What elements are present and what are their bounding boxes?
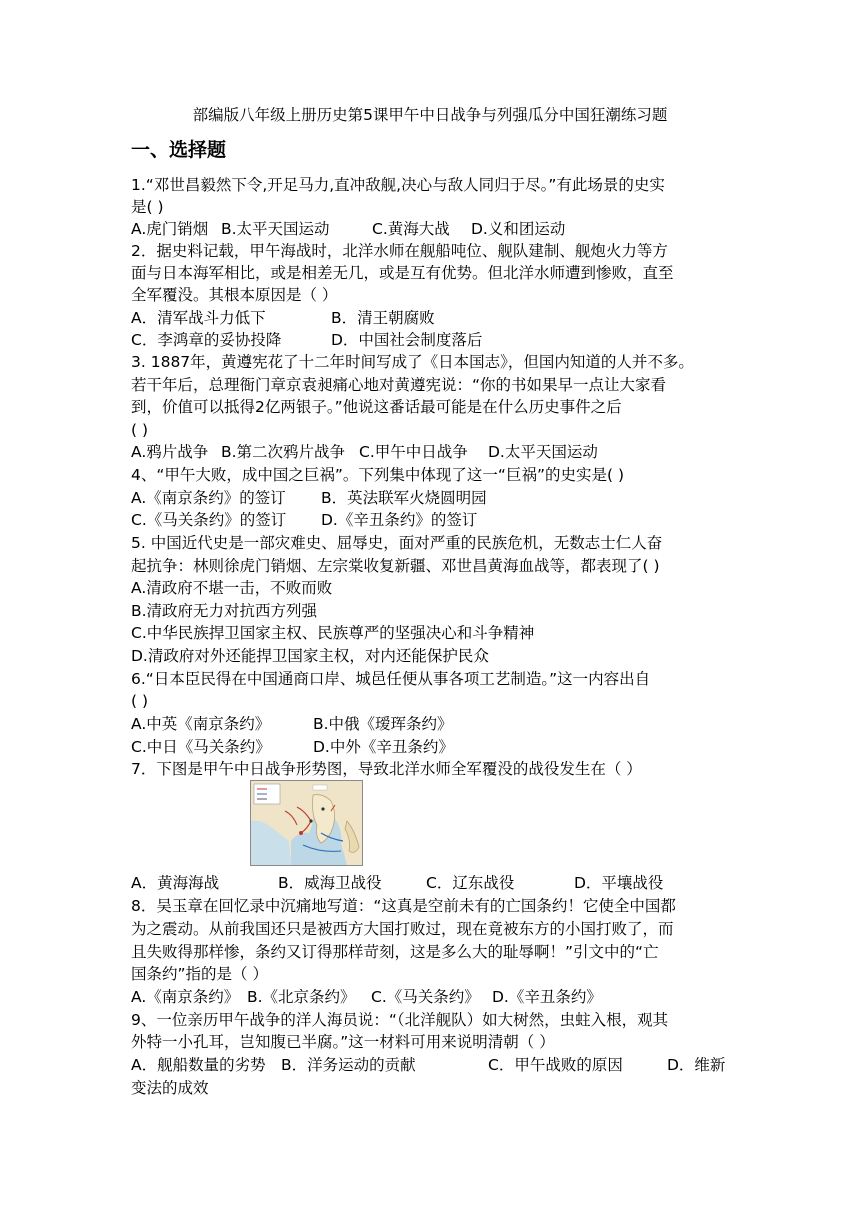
question-6-option-a: A.中英《南京条约》 [131, 715, 271, 733]
question-3-stem-line-4: ( ) [131, 421, 149, 439]
question-4-stem-line-1: 4、“甲午大败，成中国之巨祸”。下列集中体现了这一“巨祸”的史实是( ) [131, 466, 625, 484]
question-2-stem-line-3: 全军覆没。其根本原因是（ ） [131, 286, 338, 304]
question-7-stem-line-1: 7．下图是甲午中日战争形势图，导致北洋水师全军覆没的战役发生在（ ） [131, 760, 642, 778]
question-9-stem-line-1: 9、一位亲历甲午战争的洋人海员说：“（北洋舰队）如大树然，虫蛀入根，观其 [131, 1011, 669, 1029]
question-5-option-d: D.清政府对外还能捍卫国家主权，对内还能保护民众 [131, 647, 489, 665]
question-9-option-b: B．洋务运动的贡献 [281, 1056, 416, 1074]
page-title: 部编版八年级上册历史第5课甲午中日战争与列强瓜分中国狂潮练习题 [192, 106, 668, 124]
question-3-stem-line-2: 若干年后，总理衙门章京袁昶痛心地对黄遵宪说：“你的书如果早一点让大家看 [131, 376, 667, 394]
question-5-stem-line-2: 起抗争：林则徐虎门销烟、左宗棠收复新疆、邓世昌黄海血战等，都表现了( ) [131, 557, 660, 575]
question-7-option-d: D．平壤战役 [574, 874, 664, 892]
question-9-option-a: A．舰船数量的劣势 [131, 1056, 266, 1074]
question-1-option-c: C.黄海大战 [372, 220, 450, 238]
question-2-option-a: A．清军战斗力低下 [131, 309, 266, 327]
question-8-stem-line-1: 8．吴玉章在回忆录中沉痛地写道：“这真是空前未有的亡国条约！它使全中国都 [131, 897, 676, 915]
question-8-option-d: D.《辛丑条约》 [492, 988, 602, 1006]
question-2-option-b: B．清王朝腐败 [331, 309, 435, 327]
question-1-option-a: A.虎门销烟 [131, 220, 209, 238]
question-3-stem-line-1: 3. 1887年，黄遵宪花了十二年时间写成了《日本国志》，但国内知道的人并不多。 [131, 353, 694, 371]
question-3-option-c: C.甲午中日战争 [359, 443, 468, 461]
question-1-stem-line-1: 1.“邓世昌毅然下令,开足马力,直冲敌舰,决心与敌人同归于尽。”有此场景的史实 [131, 176, 665, 194]
question-5-stem-line-1: 5. 中国近代史是一部灾难史、屈辱史，面对严重的民族危机，无数志士仁人奋 [131, 534, 663, 552]
question-4-option-b: B．英法联军火烧圆明园 [321, 489, 487, 507]
question-8-stem-line-4: 国条约”指的是（ ） [131, 965, 268, 983]
question-6-stem-line-1: 6.“日本臣民得在中国通商口岸、城邑任便从事各项工艺制造。”这一内容出自 [131, 670, 651, 688]
question-3-option-b: B.第二次鸦片战争 [221, 443, 346, 461]
question-6-option-b: B.中俄《瑷珲条约》 [313, 715, 453, 733]
question-6-option-d: D.中外《辛丑条约》 [313, 738, 454, 756]
war-situation-map [250, 780, 363, 866]
question-3-option-a: A.鸦片战争 [131, 443, 209, 461]
question-7-option-c: C．辽东战役 [426, 874, 515, 892]
question-1-option-d: D.义和团运动 [471, 220, 566, 238]
question-2-stem-line-1: 2．据史料记载，甲午海战时，北洋水师在舰船吨位、舰队建制、舰炮火力等方 [131, 242, 668, 260]
question-4-option-a: A.《南京条约》的签订 [131, 489, 286, 507]
question-7-option-a: A．黄海海战 [131, 874, 220, 892]
question-9-option-c: C．甲午战败的原因 [488, 1056, 623, 1074]
question-4-option-c: C.《马关条约》的签订 [131, 511, 287, 529]
question-6-stem-line-2: ( ) [131, 692, 149, 710]
question-5-option-c: C.中华民族捍卫国家主权、民族尊严的坚强决心和斗争精神 [131, 624, 535, 642]
question-9-option-d: D．维新 [667, 1056, 726, 1074]
question-2-option-d: D．中国社会制度落后 [331, 331, 483, 349]
question-1-stem-line-2: 是( ) [131, 198, 164, 216]
question-9-stem-line-2: 外特一小孔耳，岂知腹已半腐。”这一材料可用来说明清朝（ ） [131, 1033, 555, 1051]
question-8-option-b: B.《北京条约》 [247, 988, 356, 1006]
sino-japanese-war-map-icon [251, 781, 362, 865]
question-5-option-b: B.清政府无力对抗西方列强 [131, 602, 318, 620]
question-9-option-d-continued: 变法的成效 [131, 1079, 209, 1097]
question-8-option-c: C.《马关条约》 [371, 988, 480, 1006]
question-8-stem-line-3: 且失败得那样惨，条约又订得那样苛刻，这是多么大的耻辱啊！”引文中的“亡 [131, 943, 659, 961]
question-6-option-c: C.中日《马关条约》 [131, 738, 271, 756]
question-4-option-d: D.《辛丑条约》的签订 [321, 511, 478, 529]
question-5-option-a: A.清政府不堪一击，不败而败 [131, 579, 333, 597]
question-7-option-b: B．威海卫战役 [278, 874, 382, 892]
question-3-option-d: D.太平天国运动 [488, 443, 598, 461]
question-1-option-b: B.太平天国运动 [221, 220, 330, 238]
question-3-stem-line-3: 到，价值可以抵得2亿两银子。”他说这番话最可能是在什么历史事件之后 [131, 398, 622, 416]
section-heading: 一、选择题 [131, 139, 227, 161]
question-8-stem-line-2: 为之震动。从前我国还只是被西方大国打败过，现在竟被东方的小国打败了，而 [131, 920, 674, 938]
question-2-option-c: C．李鸿章的妥协投降 [131, 331, 282, 349]
question-8-option-a: A.《南京条约》 [131, 988, 240, 1006]
question-2-stem-line-2: 面与日本海军相比，或是相差无几，或是互有优势。但北洋水师遭到惨败，直至 [131, 264, 674, 282]
